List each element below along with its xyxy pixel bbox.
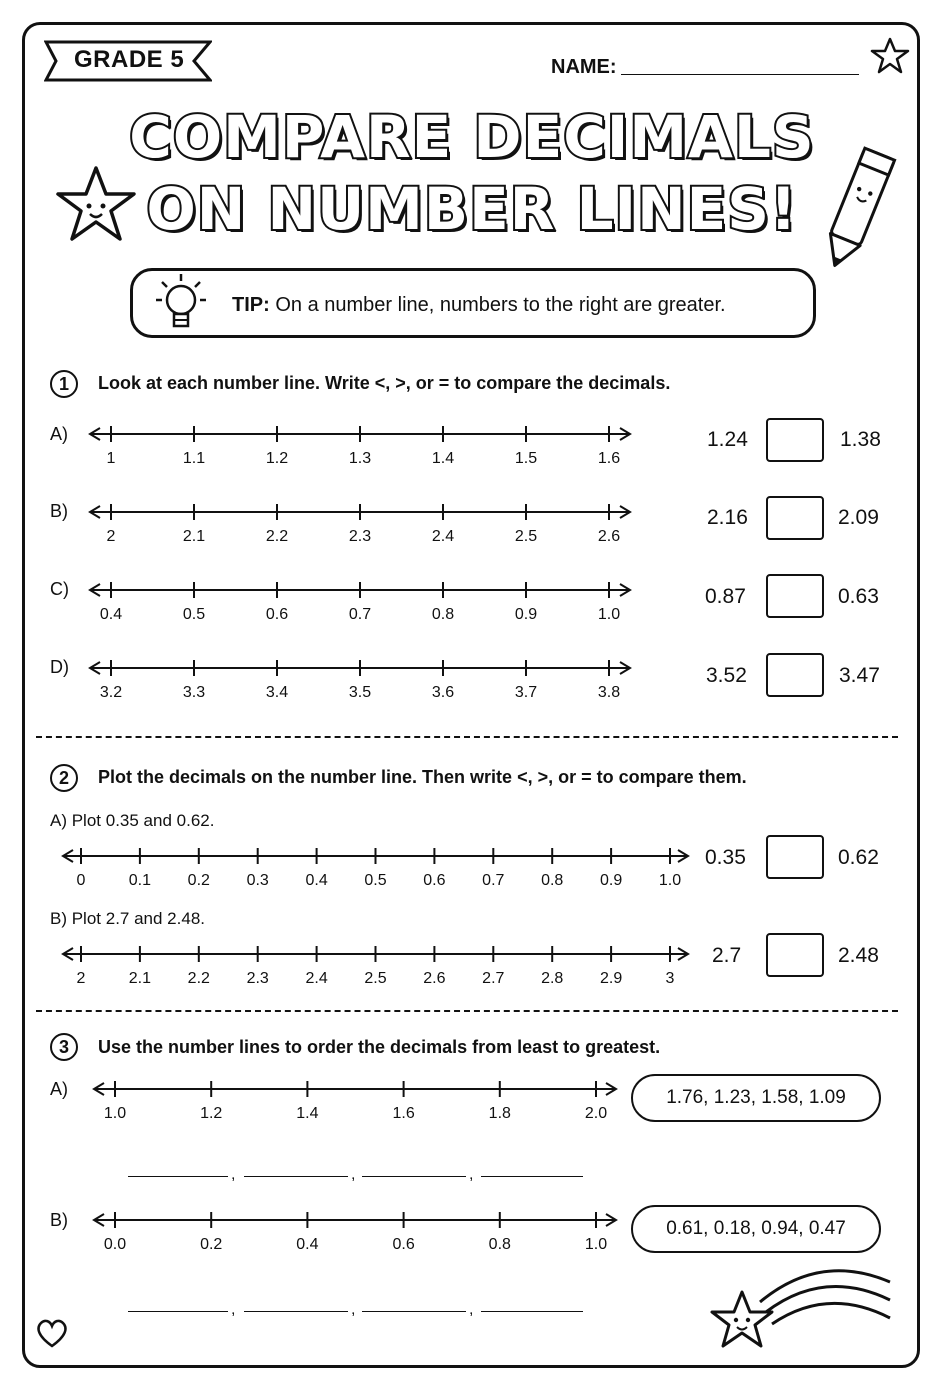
tick-label: 2.9: [599, 970, 623, 987]
tick-label: 0.7: [482, 872, 505, 889]
row-label: D): [50, 657, 69, 677]
tick-label: 0.6: [392, 1236, 415, 1253]
tick-label: 3.8: [597, 684, 621, 701]
compare-left-value: 0.35: [705, 846, 746, 869]
tick-label: 0.4: [305, 872, 328, 889]
sub-question-label: B) Plot 2.7 and 2.48.: [50, 909, 205, 928]
tick-label: 1.6: [597, 450, 621, 467]
tick-label: 1.1: [182, 450, 206, 467]
tick-label: 1: [106, 450, 116, 467]
tick-label: 3.7: [514, 684, 538, 701]
tick-label: 0.8: [541, 872, 564, 889]
tick-label: 1.6: [392, 1105, 415, 1122]
row-label: C): [50, 579, 69, 599]
compare-left-value: 2.16: [707, 506, 748, 529]
tick-label: 0.2: [200, 1236, 223, 1253]
compare-right-value: 0.62: [838, 846, 879, 869]
tick-label: 2.3: [348, 528, 372, 545]
order-answer-blank[interactable]: [128, 1176, 228, 1177]
compare-answer-box[interactable]: [766, 496, 824, 540]
tick-label: 1.0: [103, 1105, 127, 1122]
tick-label: 3.3: [182, 684, 206, 701]
comma: ,: [469, 1301, 474, 1318]
number-line[interactable]: [90, 660, 630, 701]
tick-label: 0.1: [128, 872, 152, 889]
sub-question-label: A) Plot 0.35 and 0.62.: [50, 811, 215, 830]
tick-label: 2.4: [305, 970, 328, 987]
compare-left-value: 1.24: [707, 428, 748, 451]
tick-label: 2: [76, 970, 86, 987]
tick-label: 3: [665, 970, 675, 987]
tick-label: 1.3: [348, 450, 372, 467]
compare-left-value: 0.87: [705, 585, 746, 608]
comma: ,: [351, 1301, 356, 1318]
tick-label: 2.1: [128, 970, 152, 987]
tick-label: 2.5: [364, 970, 387, 987]
order-answer-blank[interactable]: [362, 1311, 466, 1312]
tick-label: 2.0: [584, 1105, 608, 1122]
question-2-instruction: Plot the decimals on the number line. Then write <, >, or = to compare them.: [98, 767, 747, 787]
grade-label: GRADE 5: [74, 46, 185, 73]
tick-label: 1.0: [584, 1236, 608, 1253]
number-line[interactable]: [90, 582, 630, 623]
tick-label: 1.5: [514, 450, 538, 467]
tick-label: 0.4: [99, 606, 123, 623]
tick-label: 0: [76, 872, 86, 889]
compare-right-value: 1.38: [840, 428, 881, 451]
comma: ,: [231, 1166, 236, 1183]
tick-label: 0.2: [187, 872, 210, 889]
question-number-3: 3: [50, 1033, 78, 1061]
number-line[interactable]: [63, 848, 688, 889]
order-answer-blank[interactable]: [481, 1311, 583, 1312]
question-3-instruction: Use the number lines to order the decimals from least to greatest.: [98, 1037, 661, 1057]
compare-right-value: 0.63: [838, 585, 879, 608]
tick-label: 3.4: [265, 684, 289, 701]
number-line[interactable]: [94, 1081, 616, 1122]
tick-label: 1.8: [488, 1105, 511, 1122]
tick-label: 0.6: [265, 606, 289, 623]
tick-label: 0.0: [103, 1236, 127, 1253]
order-answer-blank[interactable]: [244, 1176, 348, 1177]
tick-label: 0.9: [514, 606, 538, 623]
tick-label: 1.4: [296, 1105, 319, 1122]
tick-label: 2.3: [246, 970, 269, 987]
tick-label: 2.7: [482, 970, 505, 987]
compare-right-value: 3.47: [839, 664, 880, 687]
tick-label: 1.2: [265, 450, 289, 467]
tick-label: 0.4: [296, 1236, 319, 1253]
tick-label: 2.8: [541, 970, 564, 987]
shooting-star-icon: [700, 1262, 896, 1362]
compare-right-value: 2.09: [838, 506, 879, 529]
tick-label: 0.5: [182, 606, 206, 623]
tick-label: 0.8: [488, 1236, 511, 1253]
tick-label: 0.5: [364, 872, 387, 889]
tick-label: 3.6: [431, 684, 455, 701]
values-to-order-pill: 1.76, 1.23, 1.58, 1.09: [631, 1074, 881, 1122]
tip-label: TIP:: [232, 294, 270, 316]
row-label: A): [50, 1079, 68, 1099]
number-line[interactable]: [90, 504, 630, 545]
tick-label: 3.2: [99, 684, 123, 701]
order-answer-blank[interactable]: [128, 1311, 228, 1312]
order-answer-blank[interactable]: [481, 1176, 583, 1177]
values-to-order-pill: 0.61, 0.18, 0.94, 0.47: [631, 1205, 881, 1253]
tip-body: On a number line, numbers to the right are greater.: [275, 294, 726, 316]
compare-answer-box[interactable]: [766, 418, 824, 462]
row-label: A): [50, 424, 68, 444]
number-line[interactable]: [63, 946, 688, 987]
compare-left-value: 2.7: [712, 944, 742, 967]
compare-right-value: 2.48: [838, 944, 879, 967]
tick-label: 0.6: [423, 872, 446, 889]
tick-label: 1.2: [200, 1105, 223, 1122]
compare-left-value: 3.52: [706, 664, 747, 687]
tick-label: 1.0: [658, 872, 682, 889]
compare-answer-box[interactable]: [766, 574, 824, 618]
tick-label: 2.6: [597, 528, 621, 545]
tick-label: 1.4: [431, 450, 455, 467]
title-line-1: COMPARE DECIMALS: [129, 103, 815, 171]
compare-answer-box[interactable]: [766, 933, 824, 977]
number-line[interactable]: [94, 1212, 616, 1253]
tick-label: 2.2: [187, 970, 210, 987]
compare-answer-box[interactable]: [766, 835, 824, 879]
question-1-instruction: Look at each number line. Write <, >, or = to compare the decimals.: [98, 373, 671, 393]
tick-label: 2: [106, 528, 116, 545]
tick-label: 2.5: [514, 528, 538, 545]
section-divider: [36, 1010, 898, 1012]
row-label: B): [50, 501, 68, 521]
tick-label: 2.6: [423, 970, 446, 987]
tick-label: 2.2: [265, 528, 289, 545]
section-divider: [36, 736, 898, 738]
name-label: NAME:: [551, 56, 617, 78]
comma: ,: [469, 1166, 474, 1183]
order-answer-blank[interactable]: [362, 1176, 466, 1177]
tick-label: 0.8: [431, 606, 455, 623]
comma: ,: [351, 1166, 356, 1183]
tick-label: 2.1: [182, 528, 206, 545]
tick-label: 1.0: [597, 606, 621, 623]
question-number-2: 2: [50, 764, 78, 792]
comma: ,: [231, 1301, 236, 1318]
number-line[interactable]: [90, 426, 630, 467]
row-label: B): [50, 1210, 68, 1230]
heart-icon: [34, 1316, 70, 1350]
tick-label: 0.7: [348, 606, 372, 623]
order-answer-blank[interactable]: [244, 1311, 348, 1312]
compare-answer-box[interactable]: [766, 653, 824, 697]
tick-label: 3.5: [348, 684, 372, 701]
question-number-1: 1: [50, 370, 78, 398]
tick-label: 0.9: [599, 872, 623, 889]
tick-label: 0.3: [246, 872, 269, 889]
title-line-2: ON NUMBER LINES!: [146, 175, 798, 243]
tick-label: 2.4: [431, 528, 455, 545]
